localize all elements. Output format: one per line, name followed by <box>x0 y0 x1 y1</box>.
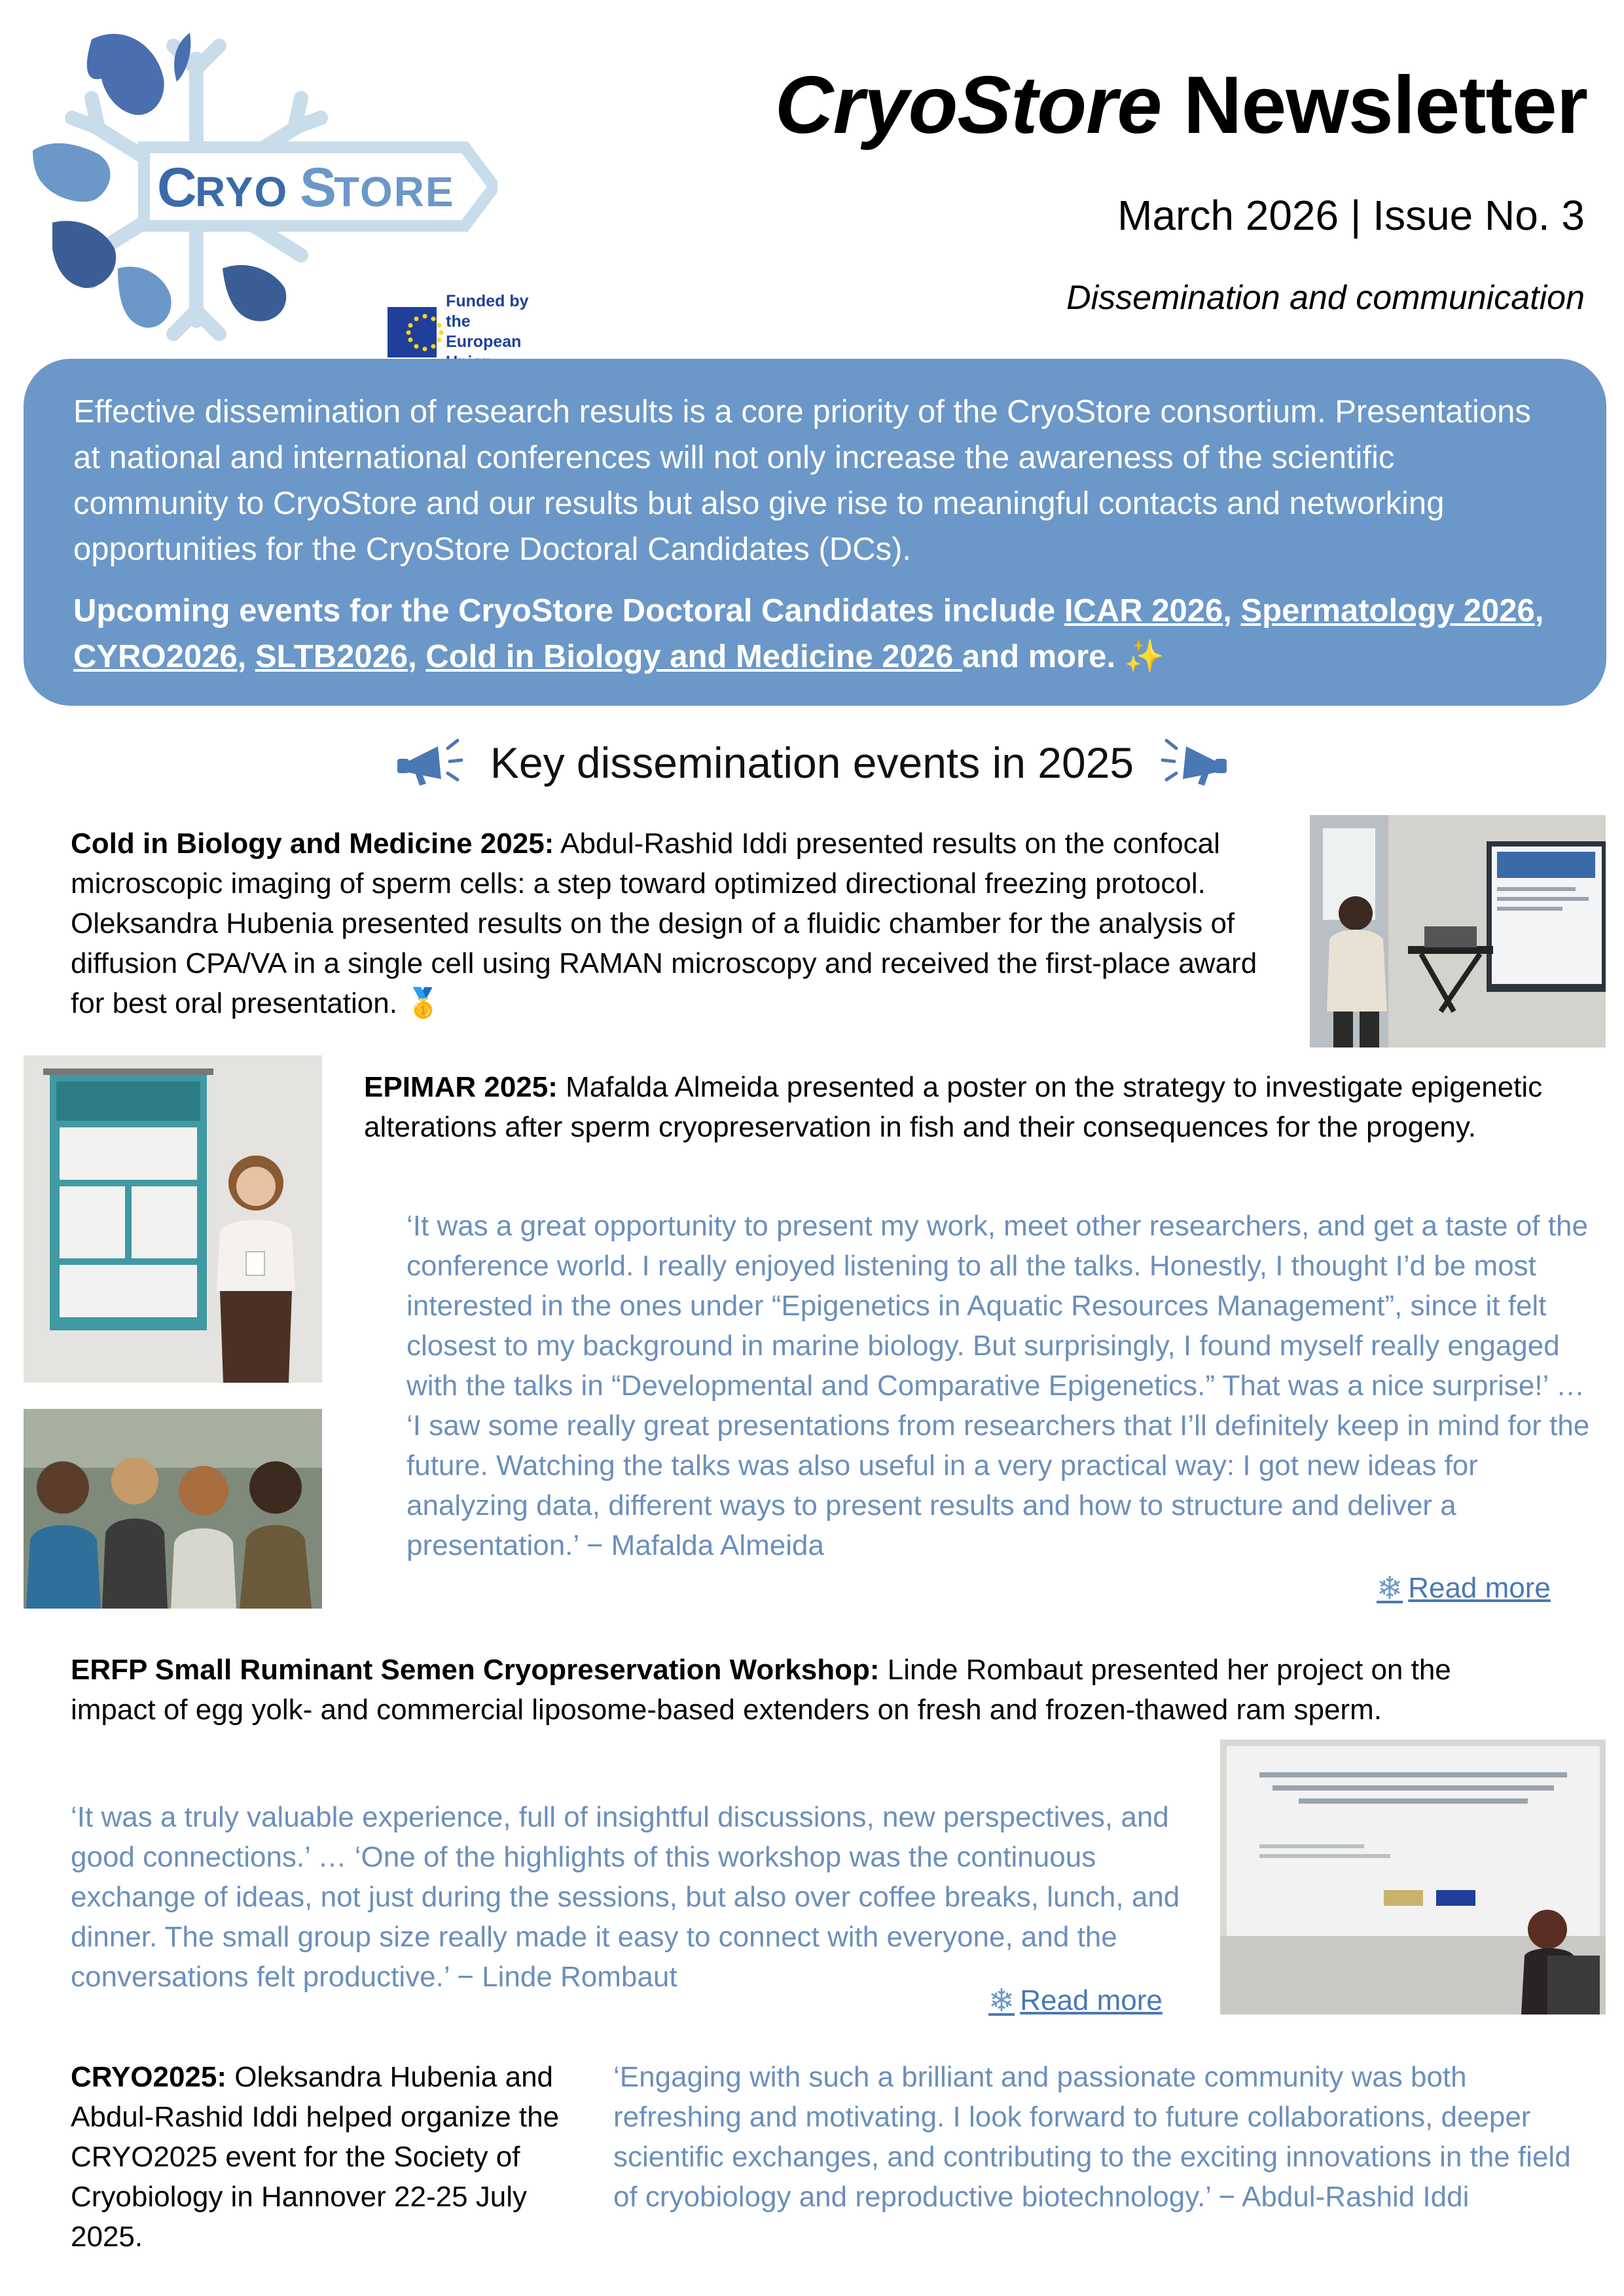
snowflake-icon-2: ❄ <box>988 1984 1015 2018</box>
svg-text:TORE: TORE <box>334 168 455 215</box>
link-sltb2026[interactable]: SLTB2026 <box>255 639 408 674</box>
cryostore-logo <box>26 20 529 351</box>
issue-line: March 2026 | Issue No. 3 <box>1117 192 1585 239</box>
cold-biology-2025-body: Abdul-Rashid Iddi presented results on the confocal microscopic imaging of sperm cells: a step toward optimized directional freezing protocol. Oleksandra Hubenia presented results on the design of a fluidic chamber for the analysis of diffusion CPA/VA in a single cell using RAMAN microscopy and received the first-place award for best oral presentation. <box>71 828 1257 1019</box>
title-rest: Newsletter <box>1161 60 1587 151</box>
epimar-group-photo <box>24 1409 322 1609</box>
cryo2025-body: Oleksandra Hubenia and Abdul-Rashid Iddi helped organize the CRYO2025 event for the Society of Cryobiology in Hannover 22-25 July 2025. <box>71 2061 560 2253</box>
cryo2025-paragraph <box>71 2057 575 2257</box>
fish-silhouette <box>33 143 111 202</box>
erfp-quote: ‘It was a truly valuable experience, full of insightful discussions, new perspectives, and good connections.’ … ‘One of the highlights of this workshop was the continuous exchange of ideas, not just during the sessions, but also over coffee breaks, lunch, and dinner. The small group size really made it easy to connect with everyone, and the conversations felt productive.’ − Linde Rombaut <box>71 1801 1180 1993</box>
sparkle-icon: ✨ <box>1124 639 1164 674</box>
upcoming-events <box>73 588 1557 680</box>
link-cyro2026[interactable]: CYRO2026 <box>73 639 238 674</box>
newsletter-title <box>775 59 1587 152</box>
snowflake-icon: ❄ <box>1377 1571 1403 1606</box>
svg-text:C: C <box>157 156 198 218</box>
erfp-workshop-body: Linde Rombaut presented her project on the impact of egg yolk- and commercial liposome-based extenders on fresh and frozen-thawed ram sperm. <box>71 1654 1451 1726</box>
pig-silhouette <box>118 266 171 327</box>
cold-biology-presentation-photo <box>1310 815 1606 1048</box>
erfp-read-more-link[interactable] <box>988 1982 1163 2019</box>
epimar-read-more-label: Read more <box>1408 1572 1551 1604</box>
eu-text-line1: Funded by <box>446 292 529 310</box>
epimar-quote: ‘It was a great opportunity to present my work, meet other researchers, and get a taste of the conference world. I really enjoyed listening to all the talks. Honestly, I thought I’d be most interested in the ones under “Epigenetics in Aquatic Resources Management”, since it felt closest to my background in marine biology. But surprisingly, I found myself really engaged with the talks in “Developmental and Comparative Epigenetics.” That was a nice surprise!’ … ‘I saw some really great presentations from researchers that I’ll definitely keep in mind for the future. Watching the talks was also useful in a very practical way: I got new ideas for analyzing data, different ways to present results and how to structure and deliver a presentation.’ − Mafalda Almeida <box>406 1210 1590 1561</box>
events-suffix: and more. <box>962 639 1125 674</box>
megaphone-left-icon <box>392 737 464 789</box>
megaphone-right-icon <box>1160 737 1232 789</box>
epimar-2025-paragraph <box>364 1067 1595 1147</box>
intro-paragraph: Effective dissemination of research results is a core priority of the CryoStore consortium. Presentations at national and international conferences will not only increase the awareness of the scientific community to CryoStore and our results but also give rise to meaningful contacts and networking opportunities for the CryoStore Doctoral Candidates (DCs). <box>73 394 1531 567</box>
events-sep-3: , <box>237 639 255 674</box>
events-sep-4: , <box>408 639 426 674</box>
section-heading-row <box>0 727 1624 799</box>
erfp-workshop-title: ERFP Small Ruminant Semen Cryopreservation Workshop: <box>71 1654 880 1686</box>
cryo2025-quote: ‘Engaging with such a brilliant and passionate community was both refreshing and motivating. I look forward to future collaborations, deeper scientific exchanges, and contributing to the exciting innovations in the field of cryobiology and reproductive biotechnology.’ − Abdul-Rashid Iddi <box>613 2061 1571 2213</box>
erfp-presentation-photo <box>1220 1740 1606 2014</box>
link-cold-in-biology-2026[interactable]: Cold in Biology and Medicine 2026 <box>425 639 962 674</box>
eu-flag-icon <box>388 307 437 357</box>
cold-biology-2025-title: Cold in Biology and Medicine 2025: <box>71 828 554 860</box>
erfp-read-more-label: Read more <box>1020 1984 1163 2016</box>
dog-silhouette <box>223 265 286 321</box>
epimar-poster-photo <box>24 1055 322 1383</box>
cold-biology-2025-paragraph <box>71 824 1288 1023</box>
svg-text:S: S <box>300 156 338 218</box>
link-spermatology-2026[interactable]: Spermatology 2026 <box>1240 593 1535 629</box>
epimar-2025-body: Mafalda Almeida presented a poster on the strategy to investigate epigenetic alterations after sperm cryopreservation in fish and their consequences for the progeny. <box>364 1071 1543 1143</box>
link-icar-2026[interactable]: ICAR 2026 <box>1064 593 1223 629</box>
erfp-workshop-paragraph <box>71 1650 1511 1730</box>
newsletter-subtitle: Dissemination and communication <box>1066 279 1585 317</box>
svg-text:RYO: RYO <box>195 168 289 215</box>
epimar-2025-title: EPIMAR 2025: <box>364 1071 558 1103</box>
eu-text-line2: the European <box>446 312 522 351</box>
intro-box <box>24 359 1606 706</box>
section-heading: Key dissemination events in 2025 <box>490 738 1134 787</box>
events-sep-1: , <box>1223 593 1241 629</box>
goat-silhouette <box>52 221 116 288</box>
medal-icon: 🥇 <box>405 987 441 1019</box>
cryo2025-title: CRYO2025: <box>71 2061 227 2093</box>
epimar-read-more-link[interactable] <box>1377 1570 1551 1607</box>
title-brand: CryoStore <box>774 60 1162 151</box>
events-sep-2: , <box>1534 593 1544 629</box>
events-prefix: Upcoming events for the CryoStore Doctoral Candidates include <box>73 593 1064 629</box>
